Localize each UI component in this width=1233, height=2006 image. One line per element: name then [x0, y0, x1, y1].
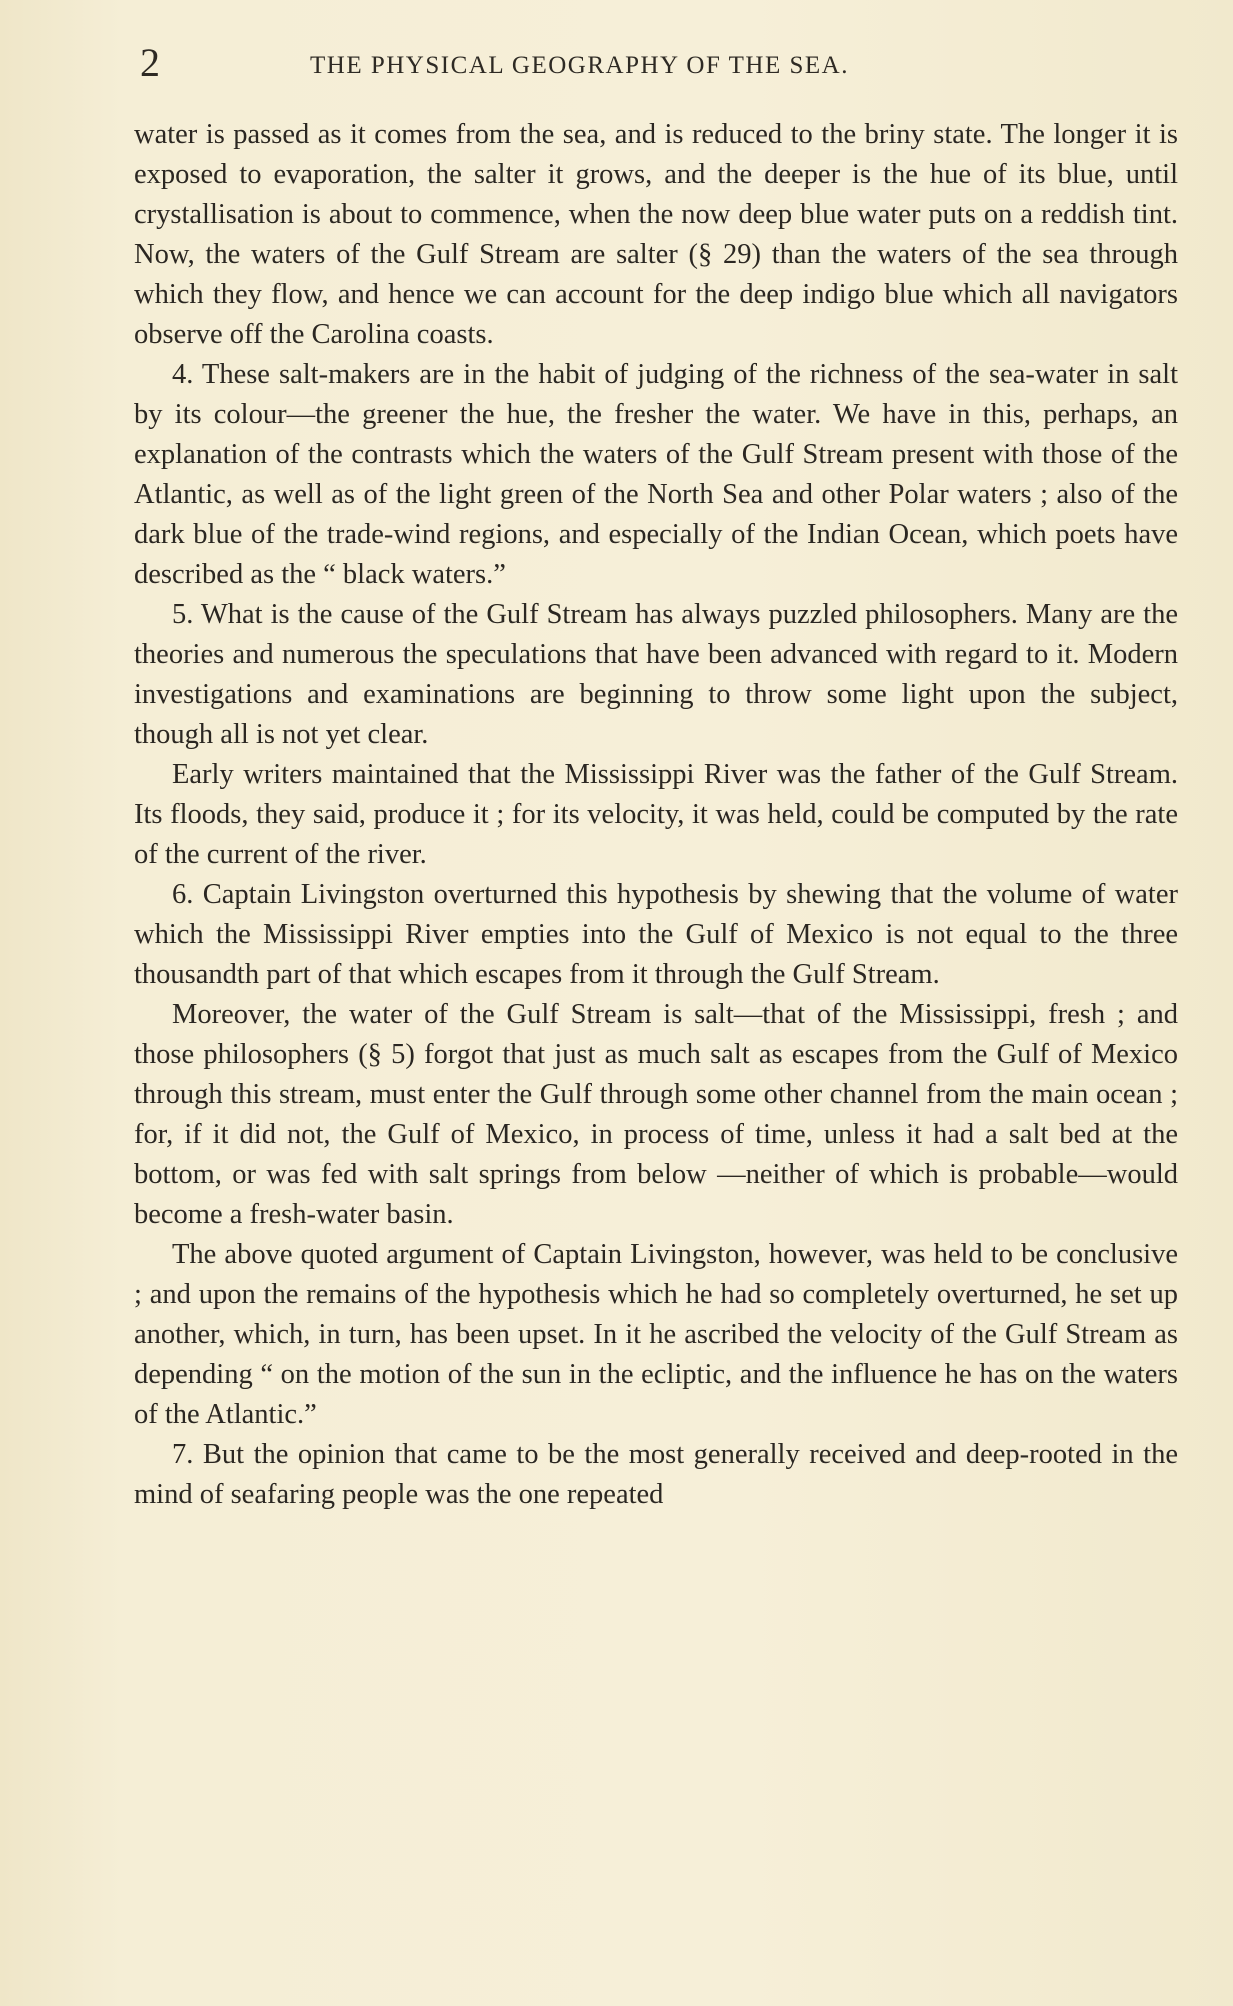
- paragraph-6: 6. Captain Livingston overturned this hypothesis by shewing that the volume of water which the Mississippi River empties into the Gulf of Mexico is not equal to the three thousandth part of that which escapes from it through the Gulf Stream.: [134, 879, 1178, 990]
- paragraph-7: 7. But the opinion that came to be the most generally received and deep-rooted in the mind of seafaring people was the one repeated: [134, 1439, 1178, 1510]
- body-text: [134, 115, 1178, 1515]
- paragraph-4: 4. These salt-makers are in the habit of judging of the richness of the sea-water in salt by its colour—the greener the hue, the fresher the water. We have in this, perhaps, an explanation of the contrasts which the waters of the Gulf Stream present with those of the Atlantic, as well as of the light green of the North Sea and other Polar waters ; also of the dark blue of the trade-wind regions, and especially of the Indian Ocean, which poets have described as the “ black waters.”: [134, 359, 1178, 590]
- paragraph-early-writers: Early writers maintained that the Mississippi River was the father of the Gulf Stream. Its floods, they said, produce it ; for its velocity, it was held, could be computed by the rate of the current of the river.: [134, 759, 1178, 870]
- paragraph-moreover: Moreover, the water of the Gulf Stream is salt—that of the Mississippi, fresh ; and those philosophers (§ 5) forgot that just as much salt as escapes from the Gulf of Mexico through this stream, must enter the Gulf through some other channel from the main ocean ; for, if it did not, the Gulf of Mexico, in process of time, unless it had a salt bed at the bottom, or was fed with salt springs from below —neither of which is probable—would become a fresh-water basin.: [134, 999, 1178, 1230]
- paragraph-5: 5. What is the cause of the Gulf Stream has always puzzled philosophers. Many are the theories and numerous the speculations that have been advanced with regard to it. Modern investigations and examinations are beginning to throw some light upon the subject, though all is not yet clear.: [134, 599, 1178, 750]
- page-header: [140, 40, 1180, 86]
- page-number: 2: [140, 40, 160, 85]
- paragraph-continuation: water is passed as it comes from the sea, and is reduced to the briny state. The longer it is exposed to evaporation, the salter it grows, and the deeper is the hue of its blue, until crystallisation is about to commence, when the now deep blue water puts on a reddish tint. Now, the waters of the Gulf Stream are salter (§ 29) than the waters of the sea through which they flow, and hence we can account for the deep indigo blue which all navigators observe off the Carolina coasts.: [134, 119, 1178, 350]
- paragraph-above-quoted: The above quoted argument of Captain Livingston, however, was held to be conclusive ; and upon the remains of the hypothesis which he had so completely overturned, he set up another, which, in turn, has been upset. In it he ascribed the velocity of the Gulf Stream as depending “ on the motion of the sun in the ecliptic, and the influence he has on the waters of the Atlantic.”: [134, 1239, 1178, 1430]
- running-title: THE PHYSICAL GEOGRAPHY OF THE SEA.: [310, 52, 849, 79]
